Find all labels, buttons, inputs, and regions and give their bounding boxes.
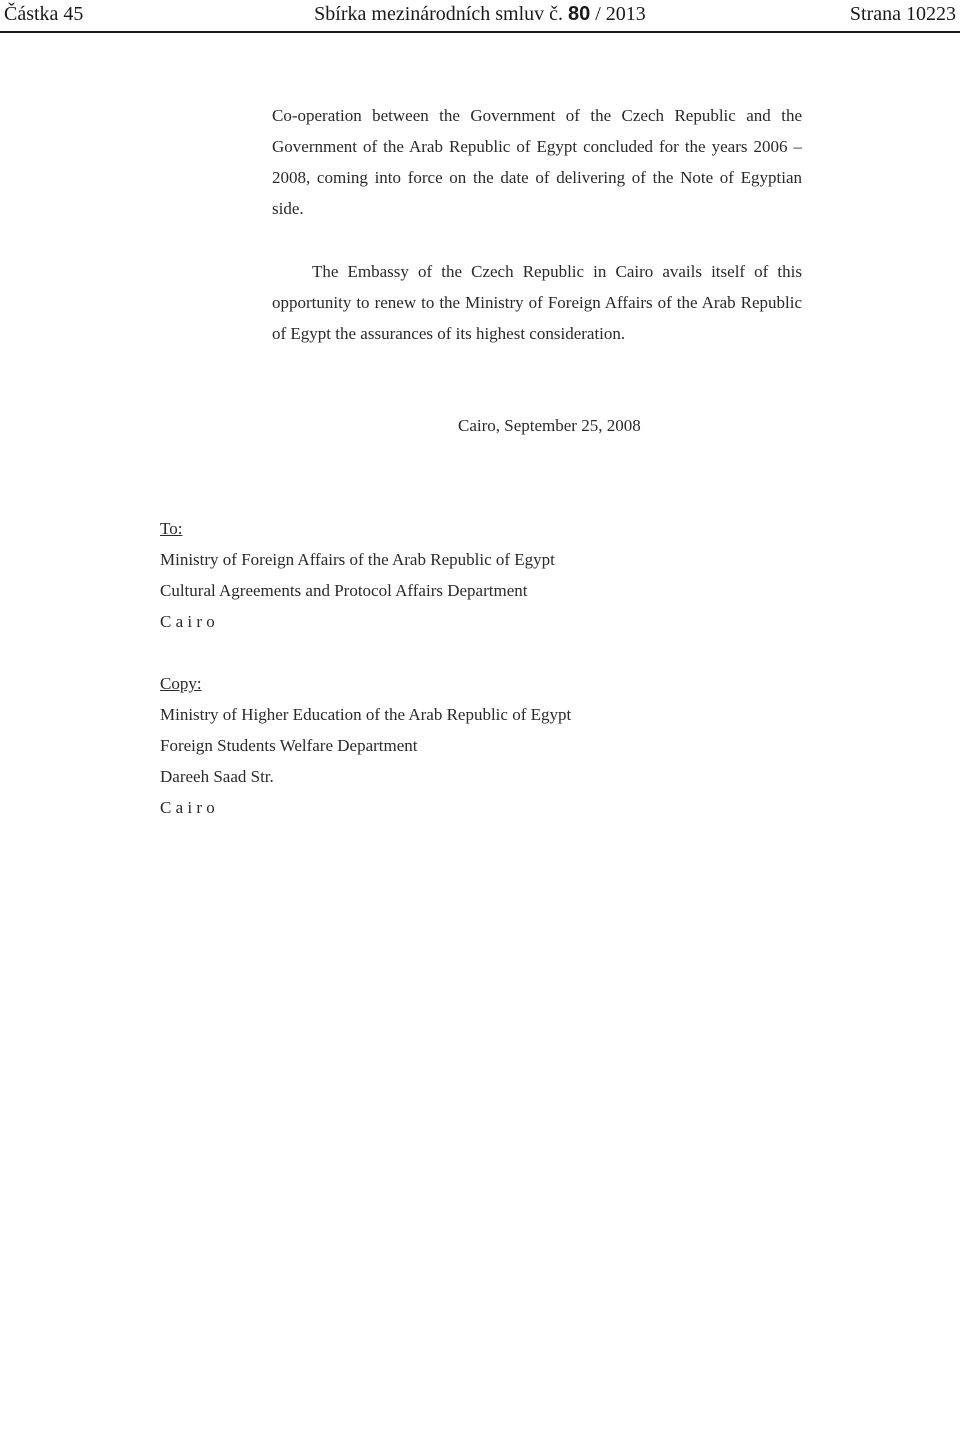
copy-line-2: Foreign Students Welfare Department — [160, 736, 418, 755]
header-collection-name: Sbírka mezinárodních smluv č. — [314, 3, 563, 25]
copy-line-1: Ministry of Higher Education of the Arab Republic of Egypt — [160, 705, 572, 724]
copy-block — [160, 668, 680, 823]
paragraph-closing: The Embassy of the Czech Republic in Cairo avails itself of this opportunity to renew to the Ministry of Foreign Affairs of the Arab Republic of Egypt the assurances of its highest consideration. — [272, 262, 802, 343]
header-page-number: Strana 10223 — [849, 3, 956, 25]
header-rule — [0, 31, 960, 33]
paragraph-cooperation: Co-operation between the Government of the Czech Republic and the Government of the Arab Republic of Egypt concluded for the years 2006 – 2008, coming into force on the date of delivering of the Note of Egyptian side. — [272, 106, 802, 218]
copy-line-4: C a i r o — [160, 798, 215, 817]
recipient-line-2: Cultural Agreements and Protocol Affairs Department — [160, 581, 528, 600]
page-header — [0, 0, 960, 32]
copy-line-3: Dareeh Saad Str. — [160, 767, 274, 786]
recipient-block — [160, 513, 680, 637]
header-issue-number: 80 — [568, 3, 591, 25]
recipient-line-1: Ministry of Foreign Affairs of the Arab Republic of Egypt — [160, 550, 555, 569]
header-year: / 2013 — [595, 3, 646, 25]
copy-label: Copy: — [160, 674, 202, 693]
date-line: Cairo, September 25, 2008 — [458, 416, 641, 435]
header-part-number: Částka 45 — [4, 3, 84, 25]
header-collection-title — [0, 0, 960, 28]
recipient-label: To: — [160, 519, 183, 538]
recipient-line-3: C a i r o — [160, 612, 215, 631]
